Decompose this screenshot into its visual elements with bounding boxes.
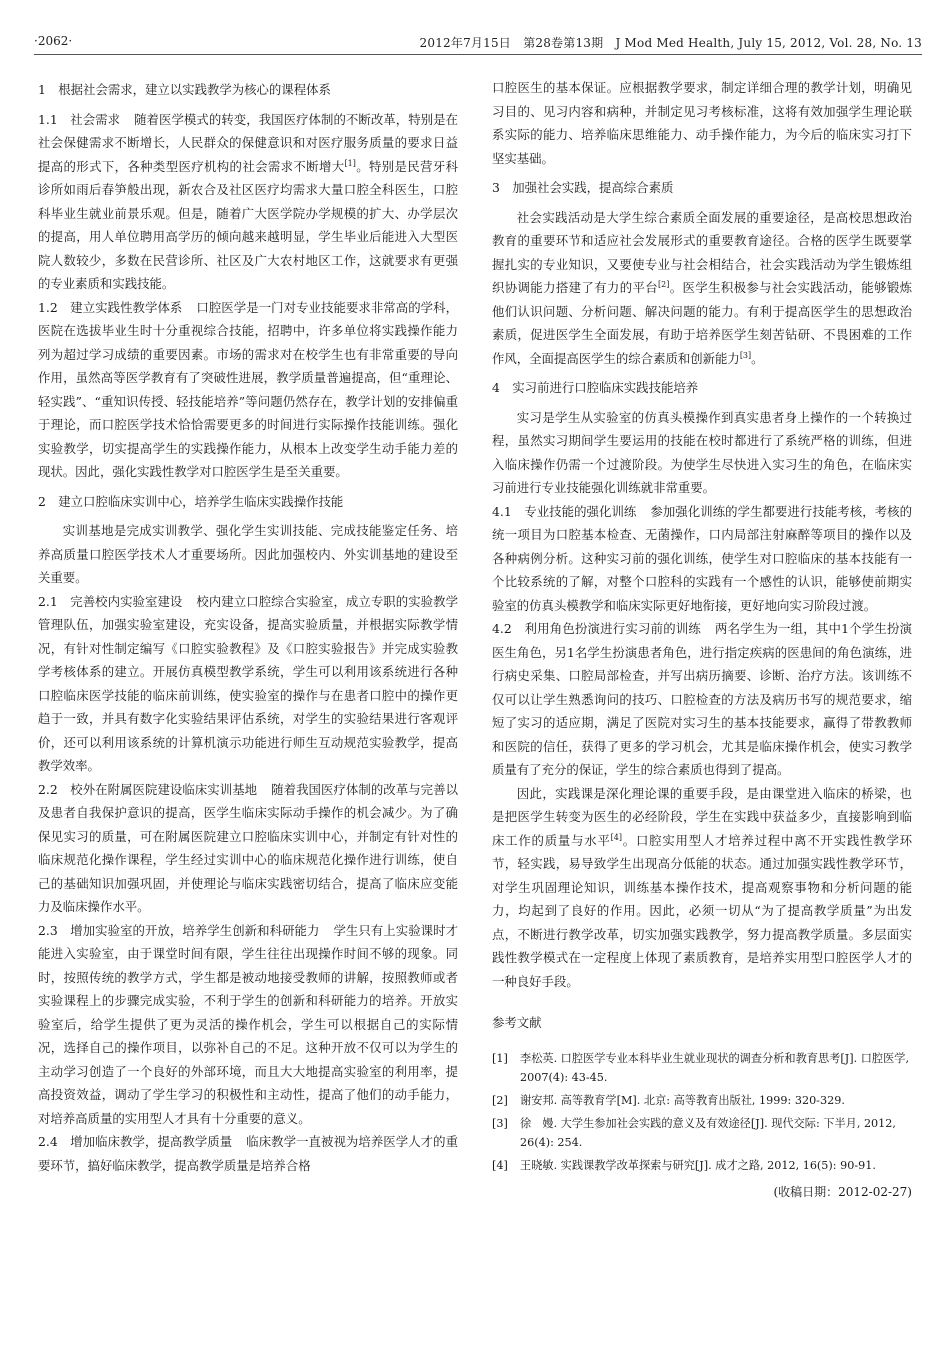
section-1-title: 1 根据社会需求，建立以实践教学为核心的课程体系	[38, 82, 331, 97]
section-4-intro: 实习是学生从实验室的仿真头模操作到真实患者身上操作的一个转换过程，虽然实习期间学生要运用的技能在校时都进行了系统严格的训练，但进入临床操作仍需一个过渡阶段。为使学生尽快进入实习生的角色，在临床实习前进行专业技能强化训练就非常重要。	[492, 409, 912, 495]
paragraph-2-4-text: 临床教学一直被视为培养医学人才的重要环节，搞好临床教学，提高教学质量是培养合格	[38, 1134, 458, 1173]
left-column	[38, 76, 458, 1177]
reference-number: [1]	[492, 1051, 508, 1065]
journal-info: 2012年7月15日 第28卷第13期 J Mod Med Health, July 15, 2012, Vol. 28, No. 13	[419, 36, 922, 50]
header-rule	[34, 54, 922, 55]
subsection-1-2-heading: 1.2 建立实践性教学体系	[38, 299, 183, 315]
paragraph-1-2	[38, 296, 458, 484]
page-number: ·2062·	[34, 34, 73, 48]
paragraph-1-1-text-b: 。特别是民营牙科诊所如雨后春笋般出现，新农合及社区医疗均需求大量口腔全科医生，口腔科毕业生就业前景乐观。但是，随着广大医学院办学规模的扩大、办学层次的提高，用人单位聘用高学历的倾向越来越明显，学生毕业后能进入大型医院人数较少，多数在民营诊所、社区及广大农村地区工作，这就要求有更强的专业素质和实践技能。	[38, 158, 459, 291]
reference-text: 谢安邦. 高等教育学[M]. 北京: 高等教育出版社, 1999: 320-329.	[520, 1093, 845, 1107]
paragraph-3-text-a: 社会实践活动是大学生综合素质全面发展的重要途径，是高校思想政治教育的重要环节和适应社会发展形式的重要教育途径。合格的医学生既要掌握扎实的专业知识，又要使专业与社会相结合，社会实践活动为学生锻炼组织协调能力搭建了有力的平台	[492, 209, 912, 295]
paragraph-2-4	[38, 1130, 458, 1177]
paragraph-3	[492, 206, 912, 371]
paragraph-3-text-b: 。医学生积极参与社会实践活动，能够锻炼他们认识问题、分析问题、解决问题的能力。有利于提高医学生的思想政治素质，促进医学生全面发展，有助于培养医学生刻苦钻研、不畏困难的工作作风，全面提高医学生的综合素质和创新能力	[492, 280, 913, 366]
reference-number: [3]	[492, 1116, 508, 1130]
reference-text: 王晓敏. 实践课教学改革探索与研究[J]. 成才之路, 2012, 16(5): 90-91.	[520, 1158, 876, 1172]
subsection-1-1-heading: 1.1 社会需求	[38, 111, 121, 127]
reference-item	[492, 1091, 912, 1110]
subsection-2-4-heading: 2.4 增加临床教学，提高教学质量	[38, 1134, 233, 1149]
reference-text: 徐 嫚. 大学生参加社会实践的意义及有效途径[J]. 现代交际: 下半月, 2012, 26(4): 254.	[520, 1116, 896, 1149]
paragraph-1-1-text-a: 随着医学模式的转变，我国医疗体制的不断改革，特别是在社会保健需求不断增长，人民群众的保健意识和对医疗服务质量的要求日益提高的形式下，各种类型医疗机构的社会需求不断增大	[38, 111, 459, 174]
reference-item	[492, 1114, 912, 1152]
paragraph-4-1	[492, 500, 912, 618]
paragraph-2-3	[38, 919, 458, 1131]
paragraph-2-2	[38, 778, 458, 919]
subsection-2-1-heading: 2.1 完善校内实验室建设	[38, 593, 183, 609]
citation-2: [2]	[658, 279, 670, 289]
citation-3: [3]	[739, 350, 752, 360]
conclusion-paragraph	[492, 782, 912, 994]
subsection-4-1-heading: 4.1 专业技能的强化训练	[492, 503, 637, 519]
reference-number: [4]	[492, 1158, 508, 1172]
paragraph-4-2	[492, 617, 912, 782]
paragraph-3-text-c: 。	[751, 350, 764, 366]
section-2-title: 2 建立口腔临床实训中心，培养学生临床实践操作技能	[38, 493, 344, 509]
conclusion-text-b: 。口腔实用型人才培养过程中离不开实践性教学环节，轻实践，易导致学生出现高分低能的状态。通过加强实践性教学环节，对学生巩固理论知识，训练基本操作技术，提高观察事物和分析问题的能力，均起到了良好的作用。因此，必须一切从“为了提高教学质量”为出发点，不断进行教学改革，切实加强实践教学，努力提高教学质量。多层面实践性教学模式在一定程度上体现了素质教育，是培养实用型口腔医学人才的一种良好手段。	[492, 832, 913, 989]
subsection-2-2-heading: 2.2 校外在附属医院建设临床实训基地	[38, 781, 258, 797]
subsection-4-2-heading: 4.2 利用角色扮演进行实习前的训练	[492, 621, 702, 636]
paragraph-2-1-text: 校内建立口腔综合实验室，成立专职的实验教学管理队伍，加强实验室建设，充实设备，提高实验质量，并根据实际教学情况，有针对性制定编写《口腔实验教程》及《口腔实验报告》并完成实验教学考核体系的建立。开展仿真模型教学系统，学生可以利用该系统进行各种口腔临床医学技能的临床前训练，使实验室的操作与在患者口腔中的操作更趋于一致，并具有数字化实验结果评估系统，对学生的实验结果进行客观评价，还可以利用该系统的计算机演示功能进行师生互动规范实验教学，提高教学效率。	[38, 593, 458, 773]
reference-number: [2]	[492, 1093, 508, 1107]
reference-item	[492, 1156, 912, 1175]
section-4-title: 4 实习前进行口腔临床实践技能培养	[492, 380, 699, 395]
paragraph-2-3-text: 学生只有上实验课时才能进入实验室，由于课堂时间有限，学生往往出现操作时间不够的现象。同时，按照传统的教学方式，学生都是被动地接受教师的讲解，按照教师或者实验课程上的步骤完成实验，不利于学生的创新和科研能力的培养。开放实验室后，给学生提供了更为灵活的操作机会，学生可以根据自己的实际情况，选择自己的操作项目，以弥补自己的不足。这种开放不仅可以为学生的主动学习创造了一个良好的外部环境，而且大大地提高实验室的利用率，提高投资效益，调动了学生学习的积极性和主动性，提高了他们的动手能力，对培养高质量的实用型人才具有十分重要的意义。	[38, 922, 458, 1126]
paragraph-1-1	[38, 108, 458, 296]
paragraph-1-2-text: 口腔医学是一门对专业技能要求非常高的学科，医院在选拔毕业生时十分重视综合技能，招聘中，许多单位将实践操作能力列为超过学习成绩的重要因素。市场的需求对在校学生也有非常重要的导向作用，虽然高等医学教育有了突破性进展，教学质量普遍提高，但“重理论、轻实践”、“重知识传授、轻技能培养”等问题仍然存在，教学计划的安排偏重于理论，而口腔医学技术恰恰需要更多的时间进行实际操作技能训练。强化实验教学，切实提高学生的实践操作能力，从根本上改变学生动手能力差的现状。因此，强化实践性教学对口腔医学生是至关重要。	[38, 299, 458, 479]
paragraph-4-2-text: 两名学生为一组，其中1个学生扮演医生角色，另1名学生扮演患者角色，进行指定疾病的医患间的角色演练，进行病史采集、口腔局部检查，并写出病历摘要、诊断、治疗方法。该训练不仅可以让学生熟悉询问的技巧、口腔检查的方法及病历书写的规范要求，缩短了实习的适应期，满足了医院对实习生的基本技能要求，赢得了带教教师和医院的信任，获得了更多的学习机会，尤其是临床操作机会，使实习教学质量有了充分的保证，学生的综合素质也得到了提高。	[492, 621, 912, 777]
section-2-intro: 实训基地是完成实训教学、强化学生实训技能、完成技能鉴定任务、培养高质量口腔医学技术人才重要场所。因此加强校内、外实训基地的建设至关重要。	[38, 523, 458, 585]
paragraph-2-4-continued: 口腔医生的基本保证。应根据教学要求，制定详细合理的教学计划，明确见习目的、见习内容和病种，并制定见习考核标准，这将有效加强学生理论联系实际的能力、培养临床思维能力、动手操作能力，为今后的临床实习打下坚实基础。	[492, 80, 912, 166]
paragraph-2-2-text: 随着我国医疗体制的改革与完善以及患者自我保护意识的提高，医学生临床实际动手操作的机会减少。为了确保见实习的质量，可在附属医院建立口腔临床实训中心，并制定有针对性的临床规范化操作课程，学生经过实训中心的临床规范化操作进行训练，使自己的基础知识加强巩固，并使理论与临床实践密切结合，提高了临床应变能力及临床操作水平。	[38, 781, 458, 914]
right-column	[492, 76, 912, 1204]
reference-text: 李松英. 口腔医学专业本科毕业生就业现状的调查分析和教育思考[J]. 口腔医学, 2007(4): 43-45.	[520, 1051, 909, 1084]
references-title: 参考文献	[492, 1015, 542, 1030]
received-date: (收稿日期：2012-02-27)	[773, 1184, 912, 1199]
paragraph-2-1	[38, 590, 458, 778]
paragraph-4-1-text: 参加强化训练的学生都要进行技能考核，考核的统一项目为口腔基本检查、无菌操作，口内局部注射麻醉等项目的操作以及各种病例分析。这种实习前的强化训练，使学生对口腔临床的基本技能有一个比较系统的了解，对整个口腔科的实践有一个感性的认识，能够使前期实验室的仿真头模教学和临床实际更好地衔接，更好地向实习阶段过渡。	[492, 503, 912, 613]
subsection-2-3-heading: 2.3 增加实验室的开放，培养学生创新和科研能力	[38, 922, 320, 938]
section-3-title: 3 加强社会实践，提高综合素质	[492, 180, 674, 195]
citation-4: [4]	[610, 832, 622, 842]
reference-item	[492, 1049, 912, 1087]
conclusion-text-a: 因此，实践课是深化理论课的重要手段，是由课堂进入临床的桥梁，也是把医学生转变为医生的必经阶段，学生在实践中获益多少，直接影响到临床工作的质量与水平	[492, 785, 912, 848]
citation-1: [1]	[344, 158, 356, 168]
